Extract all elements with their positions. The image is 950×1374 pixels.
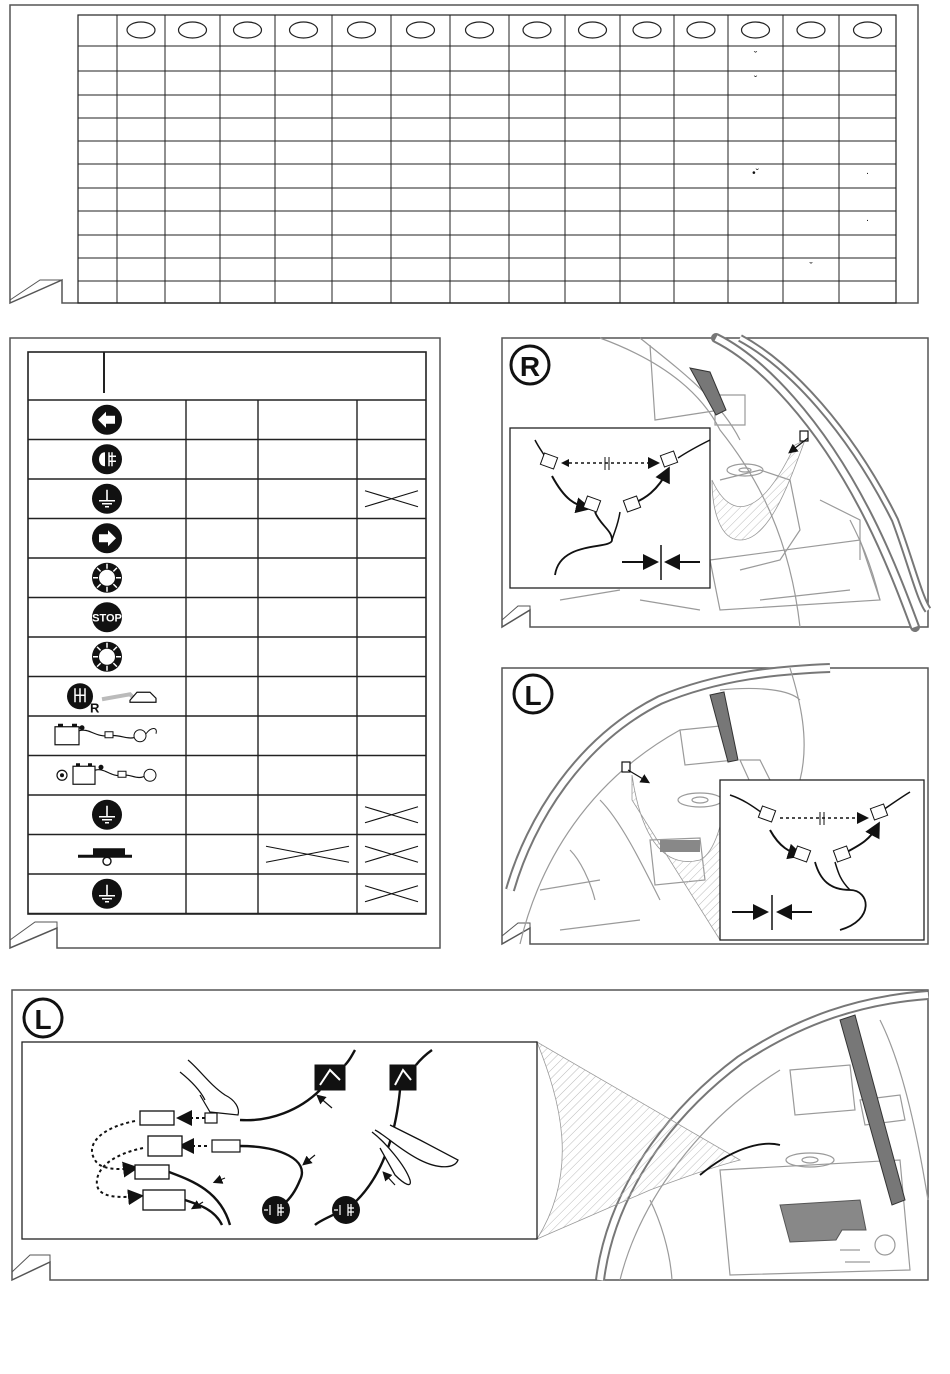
column-header-oval (854, 22, 882, 38)
table-mark: ˇ (809, 261, 813, 273)
ground-icon (92, 484, 122, 514)
zoom-callout (712, 440, 805, 540)
spring-strut (690, 368, 726, 415)
function-table (28, 352, 426, 914)
function-table-panel (10, 338, 440, 948)
bottom-wiring-panel (12, 990, 928, 1280)
column-header-oval (179, 22, 207, 38)
column-header-oval (633, 22, 661, 38)
battery-permanent-icon (55, 724, 156, 745)
connection-matrix-table (10, 5, 918, 303)
column-header-oval (742, 22, 770, 38)
column-header-oval (579, 22, 607, 38)
table-mark: · (865, 215, 870, 226)
column-header-oval (348, 22, 376, 38)
ground-icon (92, 879, 122, 909)
stop-label: STOP (92, 612, 122, 625)
table-mark: ˇ (753, 50, 758, 62)
side-label-left: L (524, 680, 542, 711)
battery-ignition-icon (57, 763, 156, 784)
turn-left-icon (92, 405, 122, 435)
table-mark: •ˇ (752, 168, 759, 179)
spare-wheel-recess (780, 1200, 866, 1242)
table-mark: · (865, 168, 870, 179)
connector-detail-box (510, 428, 710, 588)
column-header-oval (523, 22, 551, 38)
column-header-oval (127, 22, 155, 38)
reverse-gear-icon (67, 683, 156, 715)
left-side-panel (502, 668, 928, 944)
side-label-right: R (519, 351, 541, 382)
column-header-oval (797, 22, 825, 38)
tail-light-icon (92, 563, 122, 593)
connector-detail-box (720, 780, 924, 940)
side-label-left-bottom: L (34, 1004, 52, 1035)
ground-icon (92, 800, 122, 830)
tail-light-icon (92, 642, 122, 672)
column-header-oval (466, 22, 494, 38)
column-header-oval (407, 22, 435, 38)
right-side-panel (502, 338, 928, 627)
column-header-oval (687, 22, 715, 38)
stop-light-icon (92, 602, 122, 632)
trailer-sensor-icon (78, 848, 132, 865)
fog-light-icon (92, 444, 122, 474)
turn-right-icon (92, 523, 122, 553)
column-header-oval (234, 22, 262, 38)
table-mark: ˇ (753, 75, 758, 86)
zoom-callout (537, 1042, 740, 1239)
column-header-oval (290, 22, 318, 38)
reverse-label: R (90, 700, 100, 716)
